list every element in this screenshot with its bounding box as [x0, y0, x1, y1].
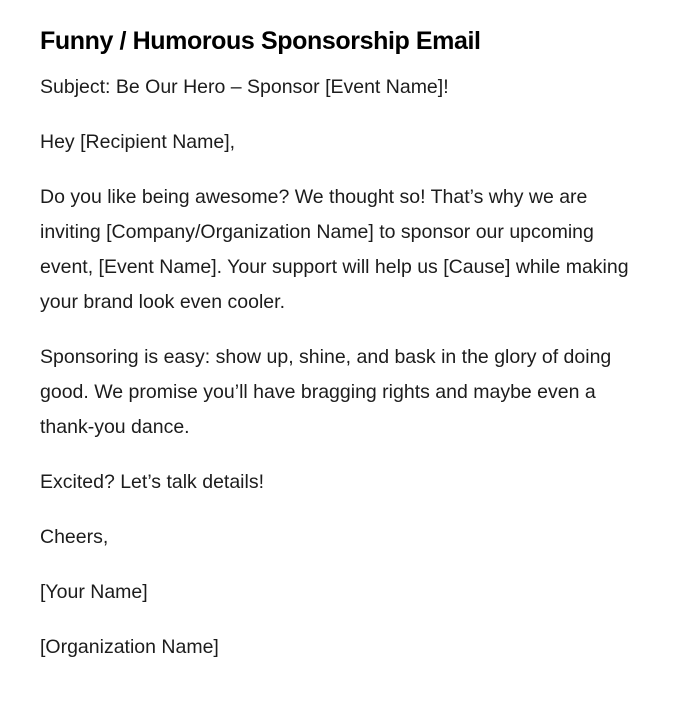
email-signature-name: [Your Name]: [40, 581, 148, 603]
email-template-document: [40, 24, 650, 685]
email-greeting: Hey [Recipient Name],: [40, 131, 236, 153]
email-body-paragraph-1: Do you like being awesome? We thought so! That’s why we are inviting [Company/Organization Name] to sponsor our upcoming event, [Event Name]. Your support will help us [Cause] while making your brand look even cooler.: [40, 186, 629, 313]
email-signature-organization: [Organization Name]: [40, 636, 219, 658]
email-subject-line: Subject: Be Our Hero – Sponsor [Event Name]!: [40, 76, 449, 98]
email-body-paragraph-2: Sponsoring is easy: show up, shine, and bask in the glory of doing good. We promise you’ll have bragging rights and maybe even a thank-you dance.: [40, 346, 612, 438]
email-body-paragraph-3: Excited? Let’s talk details!: [40, 471, 265, 493]
document-title: Funny / Humorous Sponsorship Email: [40, 27, 481, 55]
email-closing: Cheers,: [40, 526, 109, 548]
